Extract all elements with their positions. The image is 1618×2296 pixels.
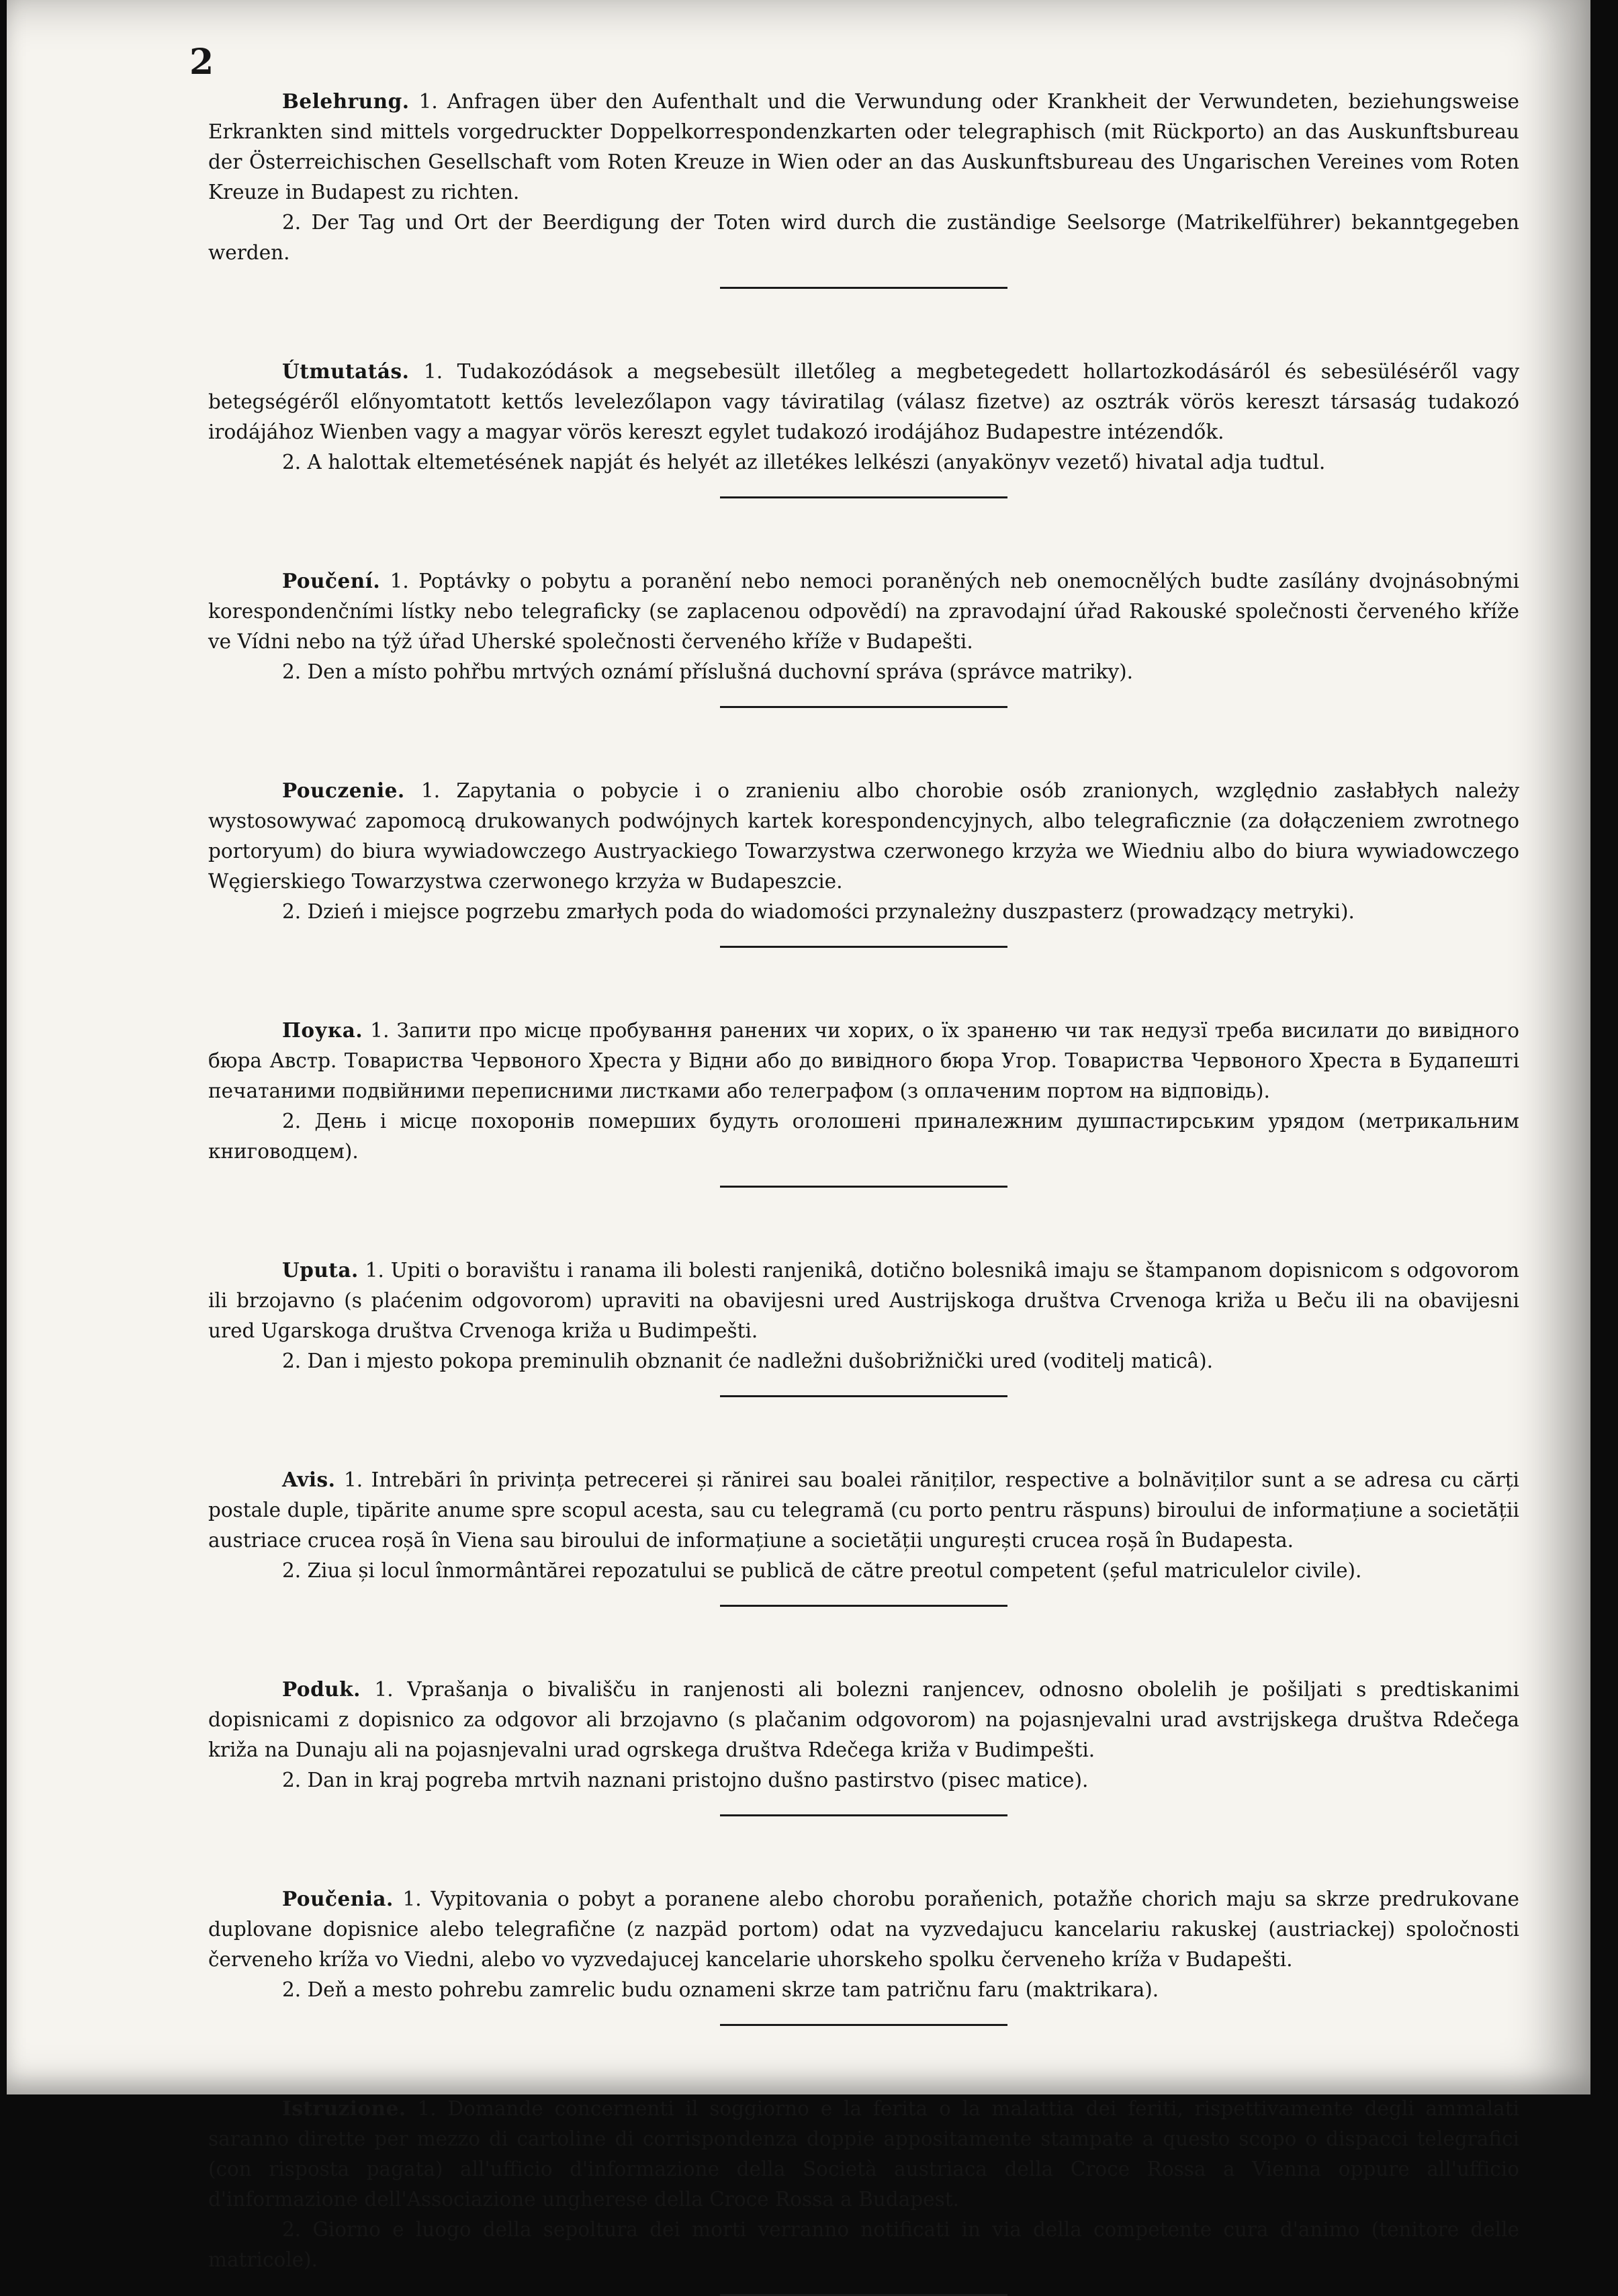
page-number: 2 (189, 42, 214, 83)
section-item-2: 2. День і місце похоронів померших будуть оголошені приналежним душпастирським урядом (метрикальним книговодцем). (208, 1110, 1519, 1163)
section-czech (208, 566, 1519, 708)
section-heading: Poučení. (282, 569, 381, 592)
section-heading: Поука. (282, 1018, 363, 1042)
section-divider (720, 287, 1007, 289)
section-item-1: 1. Tudakozódások a megsebesült illetőleg a megbetegedett hollartozkodásáról és sebesüléséről vagy betegségéről előnyomtatott kettős levelezőlapon vagy táviratilag (válasz fizetve) az osztrák vörös kereszt társaság tudakozó irodájához Wienben vagy a magyar vörös kereszt egylet tudakozó irodájához Budapestre intézendők. (208, 360, 1519, 443)
section-divider (720, 706, 1007, 708)
notice-content (208, 86, 1519, 2296)
section-item-2: 2. Der Tag und Ort der Beerdigung der Toten wird durch die zuständige Seelsorge (Matrikelführer) bekanntgegeben werden. (208, 211, 1519, 264)
section-slovene (208, 1674, 1519, 1816)
section-divider (720, 496, 1007, 498)
section-divider (720, 1814, 1007, 1816)
section-romanian (208, 1464, 1519, 1607)
section-item-1: 1. Upiti o boravištu i ranama ili bolesti ranjenikâ, dotično bolesnikâ imaju se štampanom dopisnicom s odgovorom ili brzojavno (s plaćenim odgovorom) upraviti na obavijesni ured Austrijskoga društva Crvenoga križa u Beču ili na obavijesni ured Ugarskoga društva Crvenoga križa u Budimpešti. (208, 1259, 1519, 1342)
section-heading: Uputa. (282, 1258, 359, 1282)
section-polish (208, 775, 1519, 948)
section-heading: Pouczenie. (282, 779, 405, 802)
section-item-1: 1. Domande concernenti il soggiorno e la ferita o la malattia dei feriti, rispettivamente degli ammalati saranno dirette per mezzo di cartoline di corrispondenza doppie appositamente stampate a questo scopo o dispacci telegrafici (con risposta pagata) all'ufficio d'informazione della Società austriaca della Croce Rossa a Vienna oppure all'ufficio d'informazione dell'Associazione ungherese della Croce Rossa a Budapest. (208, 2097, 1519, 2211)
document-page (7, 0, 1590, 2271)
section-item-1: 1. Vypitovania o pobyt a poranene alebo chorobu poraňenich, potažňe chorich maju sa skrze predrukovane duplovane dopisnice alebo telegrafične (z nazpäd portom) odat na vyzvedajucu kancelariu rakuskej (austriackej) spoločnosti červeneho kríža vo Viedni, alebo vo vyzvedajucej kancelarie uhorskeho spolku červeneho kríža v Budapešti. (208, 1888, 1519, 1971)
section-item-1: 1. Zapytania o pobycie i o zranieniu albo chorobie osób zranionych, względnio zasłabłych należy wystosowywać zapomocą drukowanych podwójnych kartek korespondencyjnych, albo telegraficznie (za dołączeniem zwrotnego portoryum) do biura wywiadowczego Austryackiego Towarzystwa czerwonego krzyża we Wiedniu albo do biura wywiadowczego Węgierskiego Towarzystwa czerwonego krzyża w Budapeszcie. (208, 779, 1519, 893)
section-ukrainian (208, 1015, 1519, 1188)
section-divider (720, 1395, 1007, 1397)
section-item-1: 1. Запити про місце пробування ранених чи хорих, о їх зраненю чи так недузї треба висилати до вивідного бюра Австр. Товариства Червоного Хреста у Відни або до вивідного бюра Угор. Товариства Червоного Хреста в Будапешті печатаними подвійними переписними листками або телеграфом (з оплаченим портом на відповідь). (208, 1019, 1519, 1102)
section-divider (720, 2024, 1007, 2026)
section-croatian (208, 1255, 1519, 1397)
section-item-2: 2. Dan i mjesto pokopa preminulih obznanit će nadležni dušobrižnički ured (voditelj maticâ). (282, 1350, 1213, 1372)
section-german (208, 86, 1519, 289)
section-item-2: 2. Den a místo pohřbu mrtvých oznámí příslušná duchovní správa (správce matriky). (282, 660, 1134, 683)
section-item-1: 1. Poptávky o pobytu a poranění nebo nemoci poraněných neb onemocnělých budte zasílány dvojnásobnými korespondenčními lístky nebo telegraficky (se zaplacenou odpovědí) na zpravodajní úřad Rakouské společnosti červeného kříže ve Vídni nebo na týž úřad Uherské společnosti červeného kříže v Budapešti. (208, 570, 1519, 653)
section-item-2: 2. Giorno e luogo della sepoltura dei morti verranno notificati in via della competente cura d'animo (tenitore delle matricole). (208, 2218, 1519, 2271)
section-item-2: 2. A halottak eltemetésének napját és helyét az illetékes lelkészi (anyakönyv vezető) hivatal adja tudtul. (282, 451, 1326, 474)
section-item-2: 2. Dan in kraj pogreba mrtvih naznani pristojno dušno pastirstvo (pisec matice). (282, 1769, 1089, 1792)
section-item-2: 2. Deň a mesto pohrebu zamrelic budu oznameni skrze tam patričnu faru (maktrikara). (282, 1978, 1159, 2001)
section-heading: Poučenia. (282, 1887, 394, 1910)
section-heading: Avis. (282, 1468, 336, 1491)
section-heading: Poduk. (282, 1677, 361, 1701)
section-hungarian (208, 356, 1519, 498)
section-heading: Istruzione. (282, 2096, 406, 2120)
section-item-2: 2. Dzień i miejsce pogrzebu zmarłych poda do wiadomości przynależny duszpasterz (prowadzący metryki). (282, 900, 1355, 923)
section-divider (720, 1186, 1007, 1188)
section-slovak (208, 1884, 1519, 2026)
section-item-1: 1. Vprašanja o bivališču in ranjenosti ali bolezni ranjencev, odnosno obolelih je pošiljati s predtiskanimi dopisnicami z dopisnico za odgovor ali brzojavno (s plačanim odgovorom) na pojasnjevalni urad avstrijskega društva Rdečega križa na Dunaju ali na pojasnjevalni urad ogrskega društva Rdečega križa v Budimpešti. (208, 1678, 1519, 1761)
section-heading: Útmutatás. (282, 359, 410, 383)
section-item-2: 2. Ziua și locul înmormântărei repozatului se publică de către preotul competent (șeful matriculelor civile). (282, 1559, 1362, 1582)
section-item-1: 1. Intrebări în privința petrecerei și rănirei sau boalei răniților, respective a bolnăviților sunt a se adresa cu cărți postale duple, tipărite anume spre scopul acesta, sau cu telegramă (cu porto pentru răspuns) biroului de informațiune a societății austriace crucea roșă în Viena sau biroului de informațiune a societății ungurești crucea roșă în Budapesta. (208, 1468, 1519, 1552)
section-item-1: 1. Anfragen über den Aufenthalt und die Verwundung oder Krankheit der Verwundeten, beziehungsweise Erkrankten sind mittels vorgedruckter Doppelkorrespondenzkarten oder telegraphisch (mit Rückporto) an das Auskunftsbureau der Österreichischen Gesellschaft vom Roten Kreuze in Wien oder an das Auskunftsbureau des Ungarischen Vereines vom Roten Kreuze in Budapest zu richten. (208, 90, 1519, 204)
section-divider (720, 946, 1007, 948)
section-italian (208, 2093, 1519, 2296)
section-divider (720, 1605, 1007, 1607)
section-heading: Belehrung. (282, 89, 410, 113)
